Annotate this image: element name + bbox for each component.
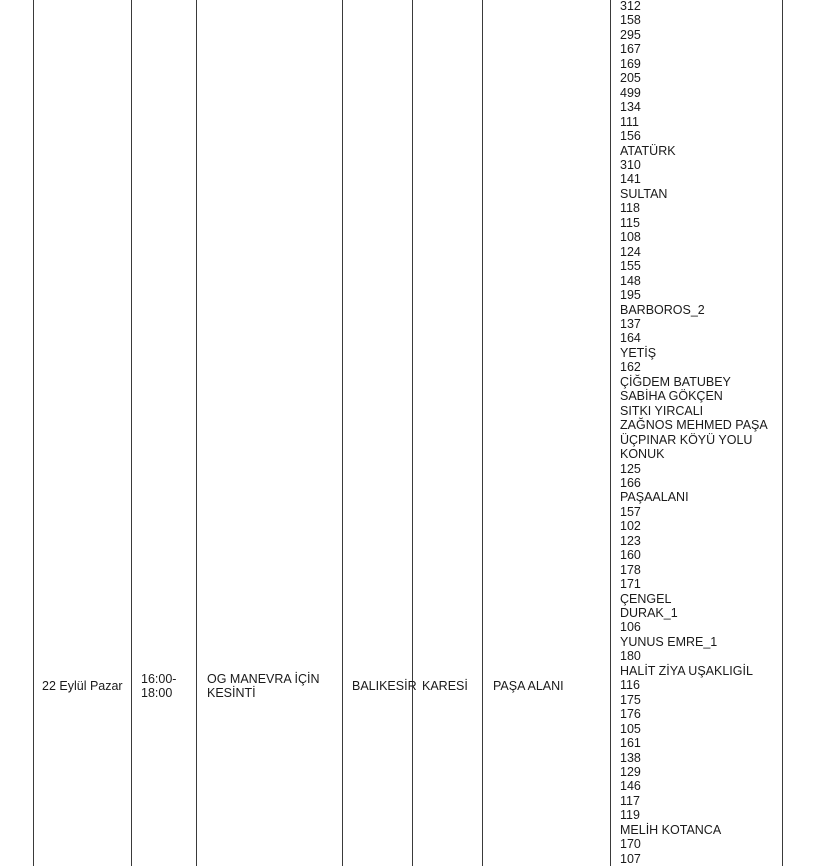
street-item: ÜÇPINAR KÖYÜ YOLU	[620, 432, 753, 447]
street-list	[620, 0, 768, 866]
street-item: YUNUS EMRE_1	[620, 634, 718, 649]
street-item: 148	[620, 273, 641, 288]
street-item: ATATÜRK	[620, 143, 676, 158]
neighborhood-cell: PAŞA ALANI	[493, 679, 564, 693]
street-item: 125	[620, 461, 641, 476]
street-item: 205	[620, 71, 641, 86]
street-item: 180	[620, 649, 641, 664]
street-item: 155	[620, 259, 641, 274]
street-item: 167	[620, 42, 641, 57]
street-item: 124	[620, 244, 641, 259]
street-item: 138	[620, 750, 641, 765]
street-item: 161	[620, 736, 641, 751]
street-item: 170	[620, 837, 641, 852]
street-item: HALİT ZİYA UŞAKLIGİL	[620, 663, 753, 678]
street-item: 312	[620, 0, 641, 13]
street-item: 156	[620, 129, 641, 144]
street-item: 107	[620, 851, 641, 866]
time-cell: 16:00- 18:00	[141, 672, 177, 701]
street-item: KONUK	[620, 447, 665, 462]
street-item: 117	[620, 793, 640, 808]
column-border	[482, 0, 483, 866]
column-border	[610, 0, 611, 866]
street-item: 137	[620, 316, 641, 331]
street-item: 102	[620, 519, 641, 534]
street-item: 162	[620, 360, 641, 375]
reason-cell: OG MANEVRA İÇİN KESİNTİ	[207, 672, 320, 701]
street-item: 129	[620, 765, 641, 780]
street-item: 169	[620, 56, 641, 71]
street-item: 141	[620, 172, 641, 187]
column-border	[782, 0, 783, 866]
street-item: 157	[620, 504, 641, 519]
street-item: SITKI YIRCALI	[620, 403, 704, 418]
column-border	[33, 0, 34, 866]
street-item: YETİŞ	[620, 345, 657, 360]
street-item: 111	[620, 114, 640, 129]
street-item: ZAĞNOS MEHMED PAŞA	[620, 418, 768, 433]
column-border	[131, 0, 132, 866]
street-item: PAŞAALANI	[620, 490, 689, 505]
street-item: 146	[620, 779, 641, 794]
street-item: 134	[620, 100, 641, 115]
street-item: 160	[620, 548, 641, 563]
street-item: 178	[620, 562, 641, 577]
street-item: 118	[620, 201, 640, 216]
street-item: 158	[620, 13, 641, 28]
street-item: DURAK_1	[620, 606, 678, 621]
street-item: 164	[620, 331, 641, 346]
street-item: 176	[620, 707, 641, 722]
street-item: BARBOROS_2	[620, 302, 705, 317]
street-item: 166	[620, 475, 641, 490]
street-item: MELİH KOTANCA	[620, 822, 722, 837]
province-cell: BALIKESİR	[352, 679, 417, 693]
street-item: 175	[620, 692, 641, 707]
column-border	[412, 0, 413, 866]
street-item: 123	[620, 533, 641, 548]
street-item: 195	[620, 288, 641, 303]
street-item: 171	[620, 577, 641, 592]
street-item: 106	[620, 620, 641, 635]
street-item: 108	[620, 230, 641, 245]
column-border	[342, 0, 343, 866]
street-item: SABİHA GÖKÇEN	[620, 389, 723, 404]
column-border	[196, 0, 197, 866]
date-cell: 22 Eylül Pazar	[42, 679, 123, 693]
street-item: 295	[620, 27, 641, 42]
street-item: SULTAN	[620, 186, 668, 201]
street-item: 310	[620, 157, 641, 172]
street-item: 119	[620, 808, 640, 823]
street-item: 499	[620, 85, 641, 100]
street-item: 116	[620, 678, 640, 693]
street-item: ÇENGEL	[620, 591, 672, 606]
street-item: 115	[620, 215, 640, 230]
street-item: 105	[620, 721, 641, 736]
street-item: ÇİĞDEM BATUBEY	[620, 374, 731, 389]
district-cell: KARESİ	[422, 679, 468, 693]
